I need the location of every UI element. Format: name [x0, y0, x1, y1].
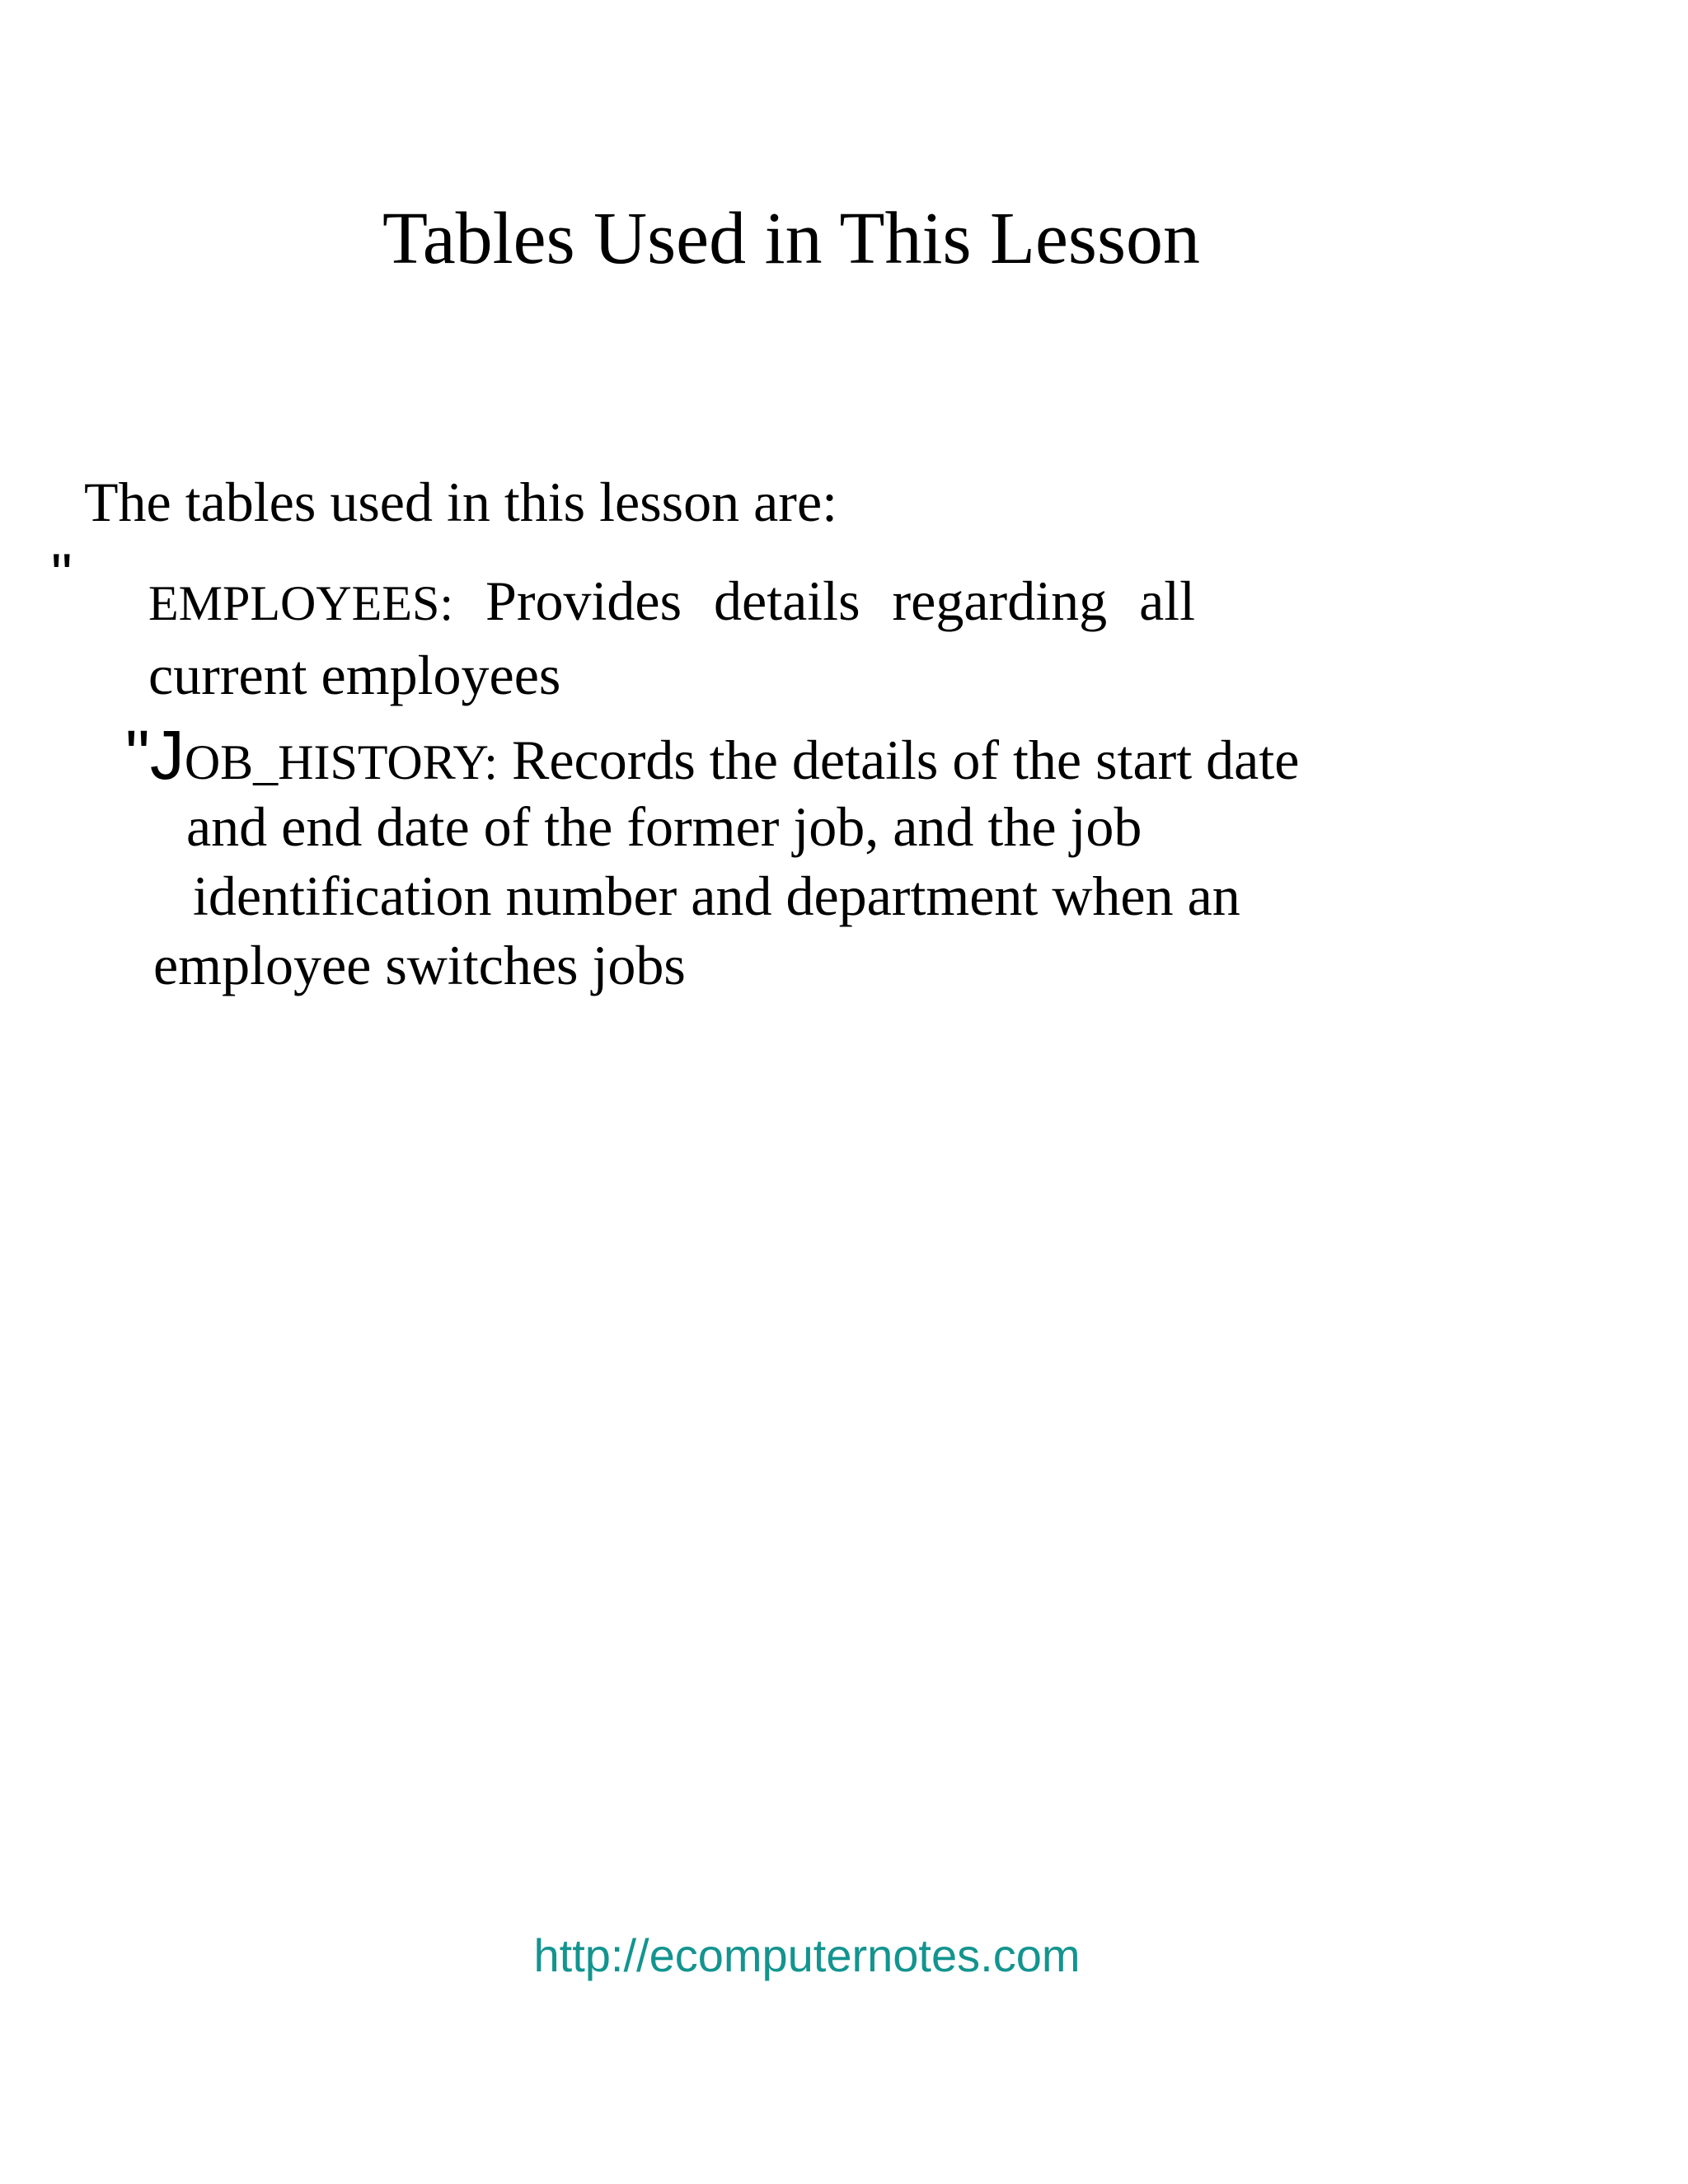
term-employees: EMPLOYEES: [148, 576, 454, 630]
bullet-employees-text-1: Provides details regarding all [485, 569, 1196, 632]
bullet-employees-line-1 [148, 570, 1195, 632]
page-title: Tables Used in This Lesson [382, 198, 1200, 279]
term-job-history-initial: J [149, 716, 185, 794]
bullet-job-history-line-1 [125, 717, 1299, 793]
intro-text: The tables used in this lesson are: [84, 471, 838, 533]
bullet-job-history-text-1: Records the details of the start date [511, 729, 1300, 791]
bullet-employees-line-2: current employees [148, 644, 561, 706]
bullet-mark-job-history: " [125, 716, 150, 794]
bullet-job-history-line-4: employee switches jobs [153, 934, 686, 996]
footer-website-link[interactable]: http://ecomputernotes.com [533, 1929, 1081, 1981]
bullet-job-history-line-2: and end date of the former job, and the job [186, 795, 1142, 858]
bullet-mark-employees: " [51, 542, 73, 608]
term-job-history: OB_HISTORY: [184, 735, 498, 790]
bullet-job-history-line-3: identification number and department when an [193, 865, 1240, 927]
